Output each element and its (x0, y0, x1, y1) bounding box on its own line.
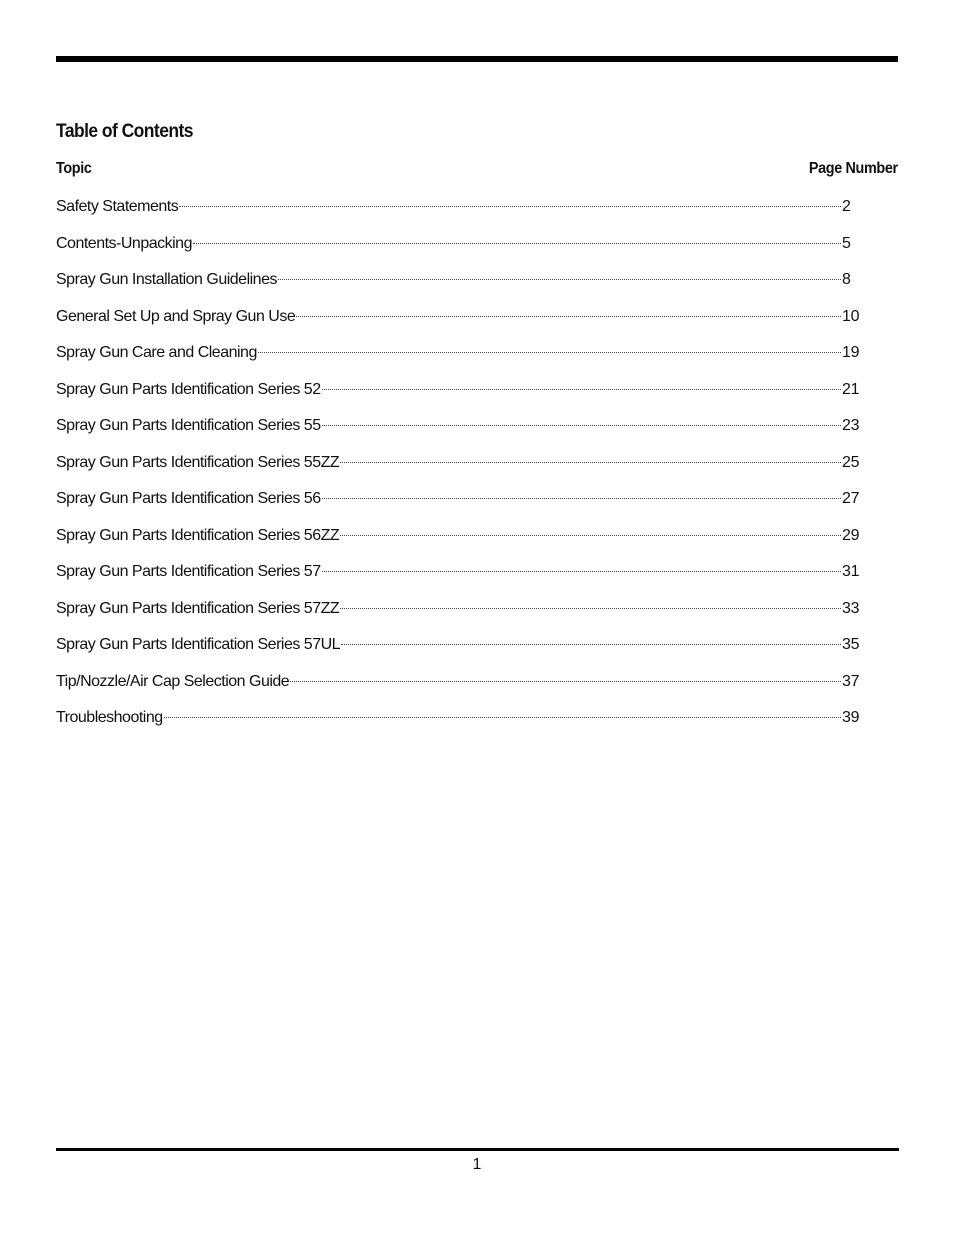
toc-list (56, 196, 860, 744)
dot-leader (278, 278, 841, 280)
dot-leader (341, 643, 841, 645)
toc-entry-topic: Spray Gun Parts Identification Series 57ZZ (56, 599, 340, 617)
toc-entry-topic: Spray Gun Care and Cleaning (56, 344, 257, 361)
toc-entry-page: 8 (842, 271, 851, 288)
toc-entry[interactable] (56, 707, 860, 744)
dot-leader (296, 315, 841, 317)
dot-leader (322, 497, 841, 499)
toc-entry-topic: Spray Gun Parts Identification Series 52 (56, 380, 321, 398)
toc-entry-page: 25 (842, 453, 860, 471)
toc-entry-topic: Troubleshooting (56, 709, 163, 726)
toc-entry-topic: Safety Statements (56, 198, 179, 215)
toc-column-headers (56, 160, 898, 182)
toc-entry-page: 2 (842, 198, 851, 215)
toc-entry-topic: Spray Gun Parts Identification Series 56ZZ (56, 526, 340, 544)
topic-column-header: Topic (56, 160, 92, 177)
toc-entry-page: 39 (842, 709, 860, 726)
toc-entry[interactable] (56, 561, 860, 598)
toc-entry-page: 35 (842, 636, 860, 653)
toc-entry[interactable] (56, 452, 860, 489)
toc-entry-topic: General Set Up and Spray Gun Use (56, 307, 296, 325)
toc-entry-topic: Spray Gun Installation Guidelines (56, 271, 277, 288)
toc-entry[interactable] (56, 525, 860, 562)
footer-page-number: 1 (472, 1156, 482, 1173)
toc-entry-topic: Spray Gun Parts Identification Series 56 (56, 490, 321, 507)
toc-entry-topic: Spray Gun Parts Identification Series 57 (56, 563, 321, 580)
toc-entry-topic: Spray Gun Parts Identification Series 57UL (56, 636, 341, 653)
top-rule (56, 56, 898, 62)
toc-entry-page: 10 (842, 307, 860, 325)
dot-leader (340, 607, 841, 609)
toc-entry[interactable] (56, 233, 860, 270)
toc-entry[interactable] (56, 415, 860, 452)
toc-entry-page: 37 (842, 672, 860, 690)
dot-leader (340, 534, 841, 536)
toc-entry-topic: Tip/Nozzle/Air Cap Selection Guide (56, 672, 290, 690)
toc-entry-topic: Spray Gun Parts Identification Series 55 (56, 417, 321, 434)
toc-entry-topic: Contents-Unpacking (56, 234, 192, 252)
dot-leader (193, 242, 841, 244)
dot-leader (322, 570, 841, 572)
toc-entry[interactable] (56, 342, 860, 379)
toc-entry-topic: Spray Gun Parts Identification Series 55ZZ (56, 453, 340, 471)
toc-entry-page: 31 (842, 563, 860, 580)
dot-leader (164, 716, 841, 718)
toc-entry-page: 21 (842, 380, 860, 398)
toc-entry[interactable] (56, 634, 860, 671)
toc-entry[interactable] (56, 671, 860, 708)
dot-leader (258, 351, 841, 353)
dot-leader (322, 388, 841, 390)
toc-entry[interactable] (56, 488, 860, 525)
toc-entry-page: 19 (842, 344, 860, 361)
toc-entry-page: 29 (842, 526, 860, 544)
dot-leader (290, 680, 841, 682)
bottom-rule (56, 1148, 899, 1151)
dot-leader (179, 205, 841, 207)
toc-entry-page: 5 (842, 234, 851, 252)
toc-entry[interactable] (56, 379, 860, 416)
dot-leader (322, 424, 841, 426)
toc-entry-page: 33 (842, 599, 860, 617)
toc-entry[interactable] (56, 196, 860, 233)
page-title: Table of Contents (56, 121, 193, 142)
toc-entry[interactable] (56, 306, 860, 343)
toc-entry-page: 23 (842, 417, 860, 434)
toc-entry[interactable] (56, 598, 860, 635)
toc-entry[interactable] (56, 269, 860, 306)
dot-leader (340, 461, 841, 463)
page-number-column-header: Page Number (809, 160, 898, 177)
toc-entry-page: 27 (842, 490, 860, 507)
